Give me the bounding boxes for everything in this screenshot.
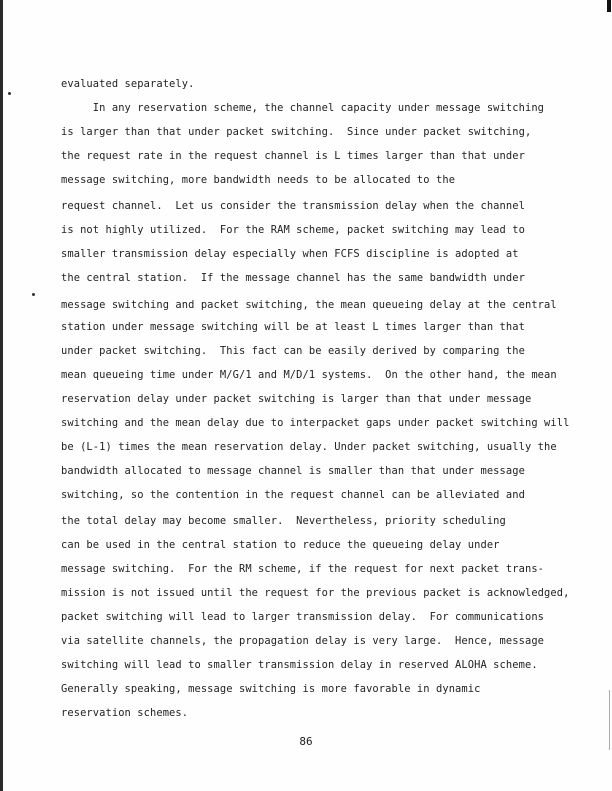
text-line: the central station. If the message channel has the same bandwidth under [61,272,525,284]
text-line: request channel. Let us consider the transmission delay when the channel [61,200,525,212]
text-line: is larger than that under packet switching. Since under packet switching, [61,126,532,138]
text-line: station under message switching will be at least L times larger than that [61,321,525,333]
text-line: under packet switching. This fact can be easily derived by comparing the [61,345,525,357]
text-line: switching will lead to smaller transmission delay in reserved ALOHA scheme. [61,659,538,671]
text-line: mission is not issued until the request for the previous packet is acknowledged, [61,587,570,599]
text-line: In any reservation scheme, the channel capacity under message switching [61,102,545,114]
text-line: can be used in the central station to reduce the queueing delay under [61,539,500,551]
text-line: message switching and packet switching, the mean queueing delay at the central [61,299,557,311]
text-line: mean queueing time under M/G/1 and M/D/1 systems. On the other hand, the mean [61,369,557,381]
text-line: via satellite channels, the propagation delay is very large. Hence, message [61,635,545,647]
page-number: 86 [299,735,313,748]
text-line: evaluated separately. [61,78,195,90]
scan-speck [32,293,35,296]
text-line: is not highly utilized. For the RAM scheme, packet switching may lead to [61,224,525,236]
text-line: message switching. For the RM scheme, if the request for next packet trans- [61,563,545,575]
text-line: bandwidth allocated to message channel is smaller than that under message [61,465,525,477]
text-line: be (L-1) times the mean reservation delay. Under packet switching, usually the [61,441,557,453]
text-line: reservation schemes. [61,707,189,719]
text-line: message switching, more bandwidth needs to be allocated to the [61,174,456,186]
scan-left-edge [0,0,3,791]
scan-speck [8,92,11,95]
text-line: Generally speaking, message switching is more favorable in dynamic [61,683,481,695]
text-line: the request rate in the request channel is L times larger than that under [61,150,525,162]
text-line: packet switching will lead to larger transmission delay. For communications [61,611,545,623]
text-line: switching and the mean delay due to interpacket gaps under packet switching will [61,417,570,429]
text-line: smaller transmission delay especially when FCFS discipline is adopted at [61,248,519,260]
text-line: reservation delay under packet switching is larger than that under message [61,393,532,405]
scan-corner-mark [607,0,611,12]
text-line: switching, so the contention in the request channel can be alleviated and [61,489,525,501]
text-line: the total delay may become smaller. Nevertheless, priority scheduling [61,515,506,527]
